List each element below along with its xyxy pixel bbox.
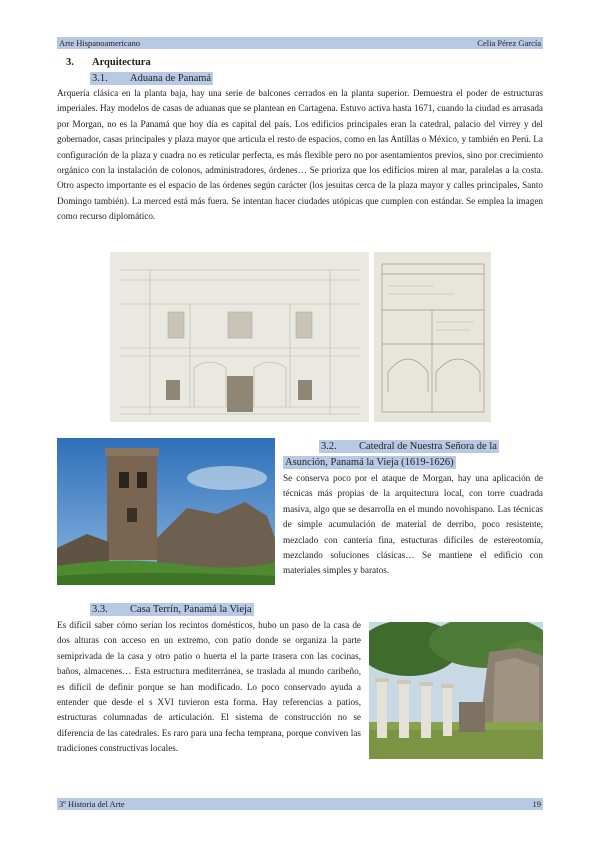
subsection-heading-aduana <box>90 72 213 85</box>
catedral-photo <box>57 438 275 585</box>
subsection-title-cont: Asunción, Panamá la Vieja (1619-1626) <box>285 457 454 468</box>
subsection-heading-catedral-line1 <box>319 440 499 453</box>
paragraph-casa-terrin: Es difícil saber cómo serían los recintos domésticos, hubo un paso de la casa de dos alturas con acceso en un extremo, con patio donde se organiza la parte semiprivada de la casa y otro patio o huerta el la parte trasera con las cocinas, baños, almacenes… Esta estructura mediterránea, se traslada al mundo caribeño, es difícil de definir porque se han modificado. Lo poco conservado ayuda a entender que desde el s XVI tuvieron esta forma. Hay referencias a patios, estructuras columnadas de articulación. El sistema de construcción no se diferencia de las catedrales. Es raro para una fecha temprana, porque conviven las tradiciones constructivas locales. <box>57 620 361 754</box>
aduana-facade-drawing <box>110 252 369 422</box>
page-header <box>57 37 543 49</box>
subsection-heading-catedral-line2 <box>283 456 456 469</box>
subsection-heading-casa-terrin <box>90 603 254 616</box>
paragraph-aduana: Arquería clásica en la planta baja, hay una serie de balcones cerrados en la planta superior. Demuestra el poder de estructuras imperiales. Hay modelos de casas de aduanas que se plantean en Cartagena. Estuvo activa hasta 1671, cuando la ciudad es arrasada por Morgan, no es la Panamá que hoy día es capital del país. Los edificios principales eran la catedral, palacio del virrey y del gobernador, casas principales y plaza mayor que articula el resto de espacios, como en las Antillas o México, y también en Perú. La configuración de la plaza y cuadra no es reticular perfecta, es más flexible pero no por asentamientos previos, sino por crecimiento orgánico con la instalación de colonos, administradores, órdenes… Se prioriza que los edificios miren al mar, paralelas a la costa. Otro aspecto importante es el espacio de las órdenes según carácter (los jesuitas cerca de la plaza mayor y calles principales, Santo Domingo también). La merced está más fuera. Se intentan hacer ciudades utópicas que cumplen con estándar. Se emplea la imagen como recurso diplomático. <box>57 88 543 222</box>
aduana-floorplan-drawing <box>374 252 491 422</box>
subsection-number: 3.1. <box>92 73 108 84</box>
subsection-title: Catedral de Nuestra Señora de la <box>359 441 497 452</box>
subsection-number: 3.3. <box>92 604 108 615</box>
paragraph-catedral: Se conserva poco por el ataque de Morgan, hay una aplicación de técnicas más propias de la arquitectura local, con torre cuadrada masiva, algo que se desarrolla en el mundo novohispano. Las técnicas de simple acumulación de material de derribo, poco resistente, mezclado con cantería fina, estucturas difíciles de estereotomía, mezclando soluciones clásicas… Se mantiene el edificio con materiales simples y baratos. <box>283 473 543 576</box>
subsection-title: Casa Terrín, Panamá la Vieja <box>130 604 252 615</box>
section-number: 3. <box>66 57 74 68</box>
subsection-number: 3.2. <box>321 441 337 452</box>
casa-terrin-photo <box>369 622 543 759</box>
section-heading <box>66 57 151 68</box>
subsection-title: Aduana de Panamá <box>130 73 212 84</box>
page-number: 19 <box>532 799 541 809</box>
page-footer <box>57 798 543 810</box>
header-course: Arte Hispanoamericano <box>59 38 140 48</box>
section-title: Arquitectura <box>92 57 151 68</box>
header-author: Celia Pérez García <box>477 38 541 48</box>
footer-course: 3º Historia del Arte <box>59 799 125 809</box>
